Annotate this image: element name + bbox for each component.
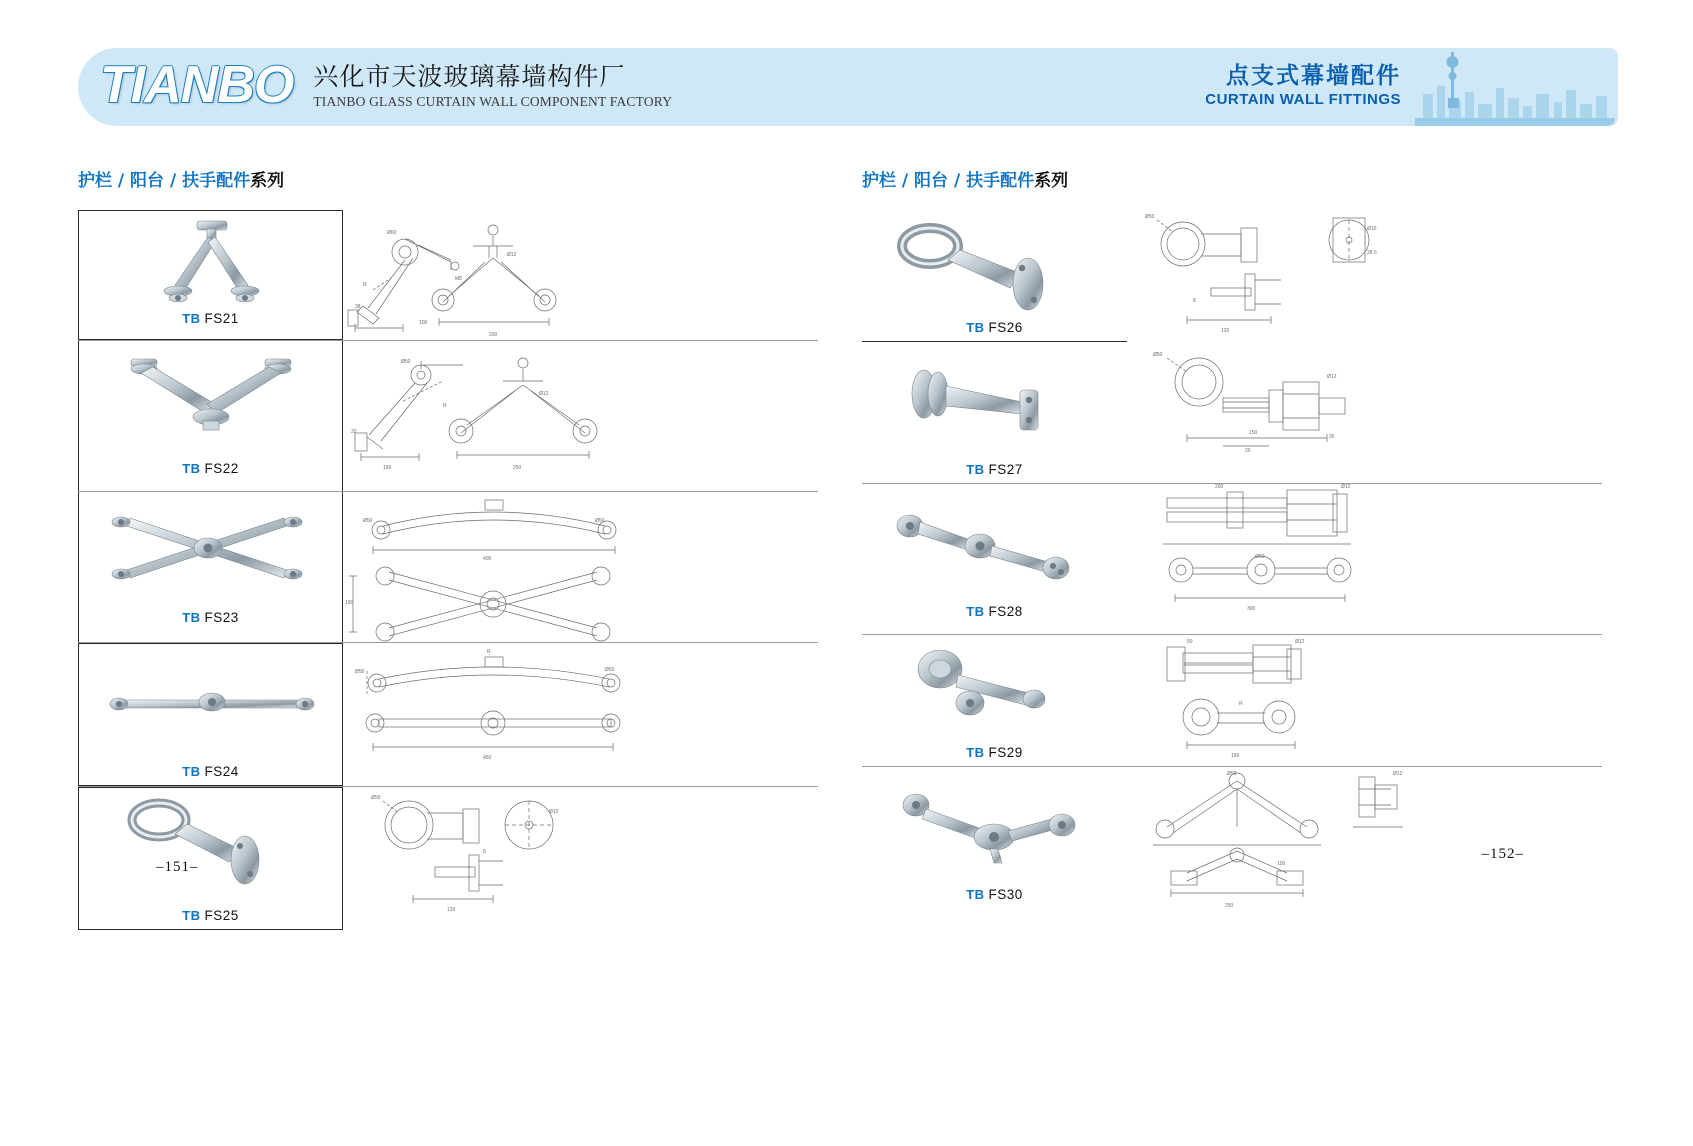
right-section-title-dark: 系列 <box>1034 171 1069 191</box>
company-name-en: TIANBO GLASS CURTAIN WALL COMPONENT FACTORY <box>313 94 673 109</box>
model-code: FS24 <box>204 764 239 779</box>
svg-text:Ø50: Ø50 <box>1153 352 1163 358</box>
header-title-cn: 点支式幕墙配件 <box>1226 63 1401 89</box>
brand-prefix: TB <box>966 604 985 619</box>
model-code: FS23 <box>204 610 239 625</box>
svg-text:200: 200 <box>489 332 498 338</box>
product-photo-cell <box>78 492 343 642</box>
svg-text:Ø50: Ø50 <box>1145 214 1155 220</box>
product-drawing-fs25 <box>343 787 818 930</box>
svg-text:120: 120 <box>1221 328 1230 334</box>
svg-text:Ø50: Ø50 <box>605 667 615 673</box>
product-code-fs24 <box>79 764 342 785</box>
product-photo-cell <box>862 342 1127 483</box>
svg-text:250: 250 <box>1225 903 1234 909</box>
product-code-fs23 <box>79 610 342 631</box>
svg-text:8: 8 <box>1193 298 1196 304</box>
svg-text:Ø12: Ø12 <box>539 391 549 397</box>
svg-text:400: 400 <box>483 556 492 562</box>
right-page-column <box>862 170 1602 917</box>
svg-text:190: 190 <box>345 600 354 606</box>
product-photo-cell <box>78 787 343 930</box>
product-drawing-fs27 <box>1127 342 1602 483</box>
svg-text:R: R <box>363 282 367 288</box>
right-page-number: –152– <box>1481 846 1524 862</box>
svg-text:100: 100 <box>1277 861 1286 867</box>
skyline-decoration-icon <box>1415 48 1615 126</box>
svg-text:35: 35 <box>1329 434 1335 440</box>
product-code-fs28 <box>862 604 1127 625</box>
brand-prefix: TB <box>182 764 201 779</box>
brand-prefix: TB <box>966 887 985 902</box>
model-code: FS22 <box>204 461 239 476</box>
brand-prefix: TB <box>966 320 985 335</box>
svg-text:150: 150 <box>1231 753 1240 759</box>
company-name-cn: 兴化市天波玻璃幕墙构件厂 <box>313 62 626 91</box>
svg-text:Ø10: Ø10 <box>549 809 559 815</box>
left-section-title <box>78 170 818 192</box>
model-code: FS29 <box>988 745 1023 760</box>
svg-text:300: 300 <box>1247 606 1256 612</box>
product-photo-fs27 <box>862 342 1127 462</box>
product-drawing-fs28 <box>1127 484 1602 634</box>
product-drawing-fs22 <box>343 341 818 491</box>
product-drawing-fs24 <box>343 643 818 786</box>
product-code-fs27 <box>862 462 1127 483</box>
right-product-list <box>862 210 1602 917</box>
svg-text:250: 250 <box>513 465 522 471</box>
logo-text: TIANBO <box>100 56 294 114</box>
product-code-fs26 <box>862 320 1127 341</box>
left-page-number: –151– <box>156 859 199 875</box>
product-drawing-fs23 <box>343 492 818 642</box>
product-photo-cell <box>78 341 343 491</box>
svg-text:50: 50 <box>1187 639 1193 645</box>
model-code: FS25 <box>204 908 239 923</box>
svg-text:Ø12: Ø12 <box>1393 771 1403 777</box>
product-photo-fs22 <box>79 341 342 461</box>
svg-text:100: 100 <box>419 320 428 326</box>
page-header <box>0 48 1693 128</box>
svg-text:Ø60: Ø60 <box>387 230 397 236</box>
product-row <box>78 492 818 642</box>
svg-text:M8: M8 <box>455 276 462 282</box>
svg-text:Ø50: Ø50 <box>1255 554 1265 560</box>
product-code-fs29 <box>862 745 1127 766</box>
brand-prefix: TB <box>966 462 985 477</box>
brand-logo <box>100 56 672 114</box>
product-row <box>862 767 1602 917</box>
product-row <box>862 210 1602 342</box>
product-photo-cell <box>862 767 1127 917</box>
header-title-group <box>1205 62 1401 110</box>
product-photo-fs29 <box>862 635 1127 745</box>
product-photo-cell <box>862 635 1127 766</box>
right-section-title <box>862 170 1602 192</box>
left-section-title-blue: 护栏 / 阳台 / 扶手配件 <box>78 171 251 191</box>
product-code-fs25 <box>79 908 342 929</box>
right-section-title-blue: 护栏 / 阳台 / 扶手配件 <box>862 171 1035 191</box>
svg-text:32: 32 <box>351 429 357 435</box>
svg-text:Ø12: Ø12 <box>507 252 517 258</box>
product-photo-cell <box>862 484 1127 634</box>
product-photo-cell <box>862 210 1127 342</box>
svg-text:R: R <box>487 649 491 655</box>
product-row <box>78 643 818 786</box>
model-code: FS28 <box>988 604 1023 619</box>
product-row <box>78 210 818 340</box>
svg-text:28.5: 28.5 <box>1367 250 1377 256</box>
svg-text:150: 150 <box>383 465 392 471</box>
svg-text:150: 150 <box>1249 430 1258 436</box>
product-drawing-fs29 <box>1127 635 1602 766</box>
model-code: FS27 <box>988 462 1023 477</box>
product-code-fs22 <box>79 461 342 482</box>
product-photo-fs23 <box>79 492 342 610</box>
svg-text:38: 38 <box>355 304 361 310</box>
svg-text:Ø12: Ø12 <box>1327 374 1337 380</box>
model-code: FS21 <box>204 311 239 326</box>
header-title-en: CURTAIN WALL FITTINGS <box>1205 91 1401 108</box>
product-row <box>862 635 1602 766</box>
product-photo-fs24 <box>79 644 342 764</box>
model-code: FS26 <box>988 320 1023 335</box>
svg-text:Ø50: Ø50 <box>1227 771 1237 777</box>
brand-prefix: TB <box>182 311 201 326</box>
svg-text:8: 8 <box>483 849 486 855</box>
svg-text:20: 20 <box>1245 448 1251 454</box>
product-photo-fs25 <box>79 788 342 908</box>
model-code: FS30 <box>988 887 1023 902</box>
svg-text:450: 450 <box>483 755 492 761</box>
brand-prefix: TB <box>182 610 201 625</box>
svg-text:Ø50: Ø50 <box>595 518 605 524</box>
product-photo-fs28 <box>862 484 1127 604</box>
svg-text:Ø50: Ø50 <box>401 359 411 365</box>
svg-text:Ø50: Ø50 <box>355 669 365 675</box>
svg-text:200: 200 <box>1215 484 1224 490</box>
svg-text:R: R <box>1239 701 1243 707</box>
product-photo-fs26 <box>862 210 1127 320</box>
svg-text:R: R <box>443 403 447 409</box>
product-drawing-fs26 <box>1127 210 1602 342</box>
product-row <box>78 341 818 491</box>
product-row <box>862 342 1602 483</box>
svg-text:Ø50: Ø50 <box>371 795 381 801</box>
brand-prefix: TB <box>182 461 201 476</box>
product-row <box>862 484 1602 634</box>
brand-prefix: TB <box>182 908 201 923</box>
product-photo-cell <box>78 210 343 340</box>
product-drawing-fs30 <box>1127 767 1602 917</box>
svg-text:Ø10: Ø10 <box>1367 226 1377 232</box>
svg-text:Ø50: Ø50 <box>363 518 373 524</box>
product-photo-cell <box>78 643 343 786</box>
brand-prefix: TB <box>966 745 985 760</box>
product-photo-fs30 <box>862 767 1127 887</box>
svg-text:Ø12: Ø12 <box>1341 484 1351 490</box>
left-page-column <box>78 170 818 930</box>
left-section-title-dark: 系列 <box>250 171 285 191</box>
svg-text:Ø12: Ø12 <box>1295 639 1305 645</box>
product-code-fs30 <box>862 887 1127 908</box>
product-photo-fs21 <box>79 211 342 311</box>
svg-text:120: 120 <box>447 907 456 913</box>
product-drawing-fs21 <box>343 210 818 340</box>
left-product-list <box>78 210 818 930</box>
